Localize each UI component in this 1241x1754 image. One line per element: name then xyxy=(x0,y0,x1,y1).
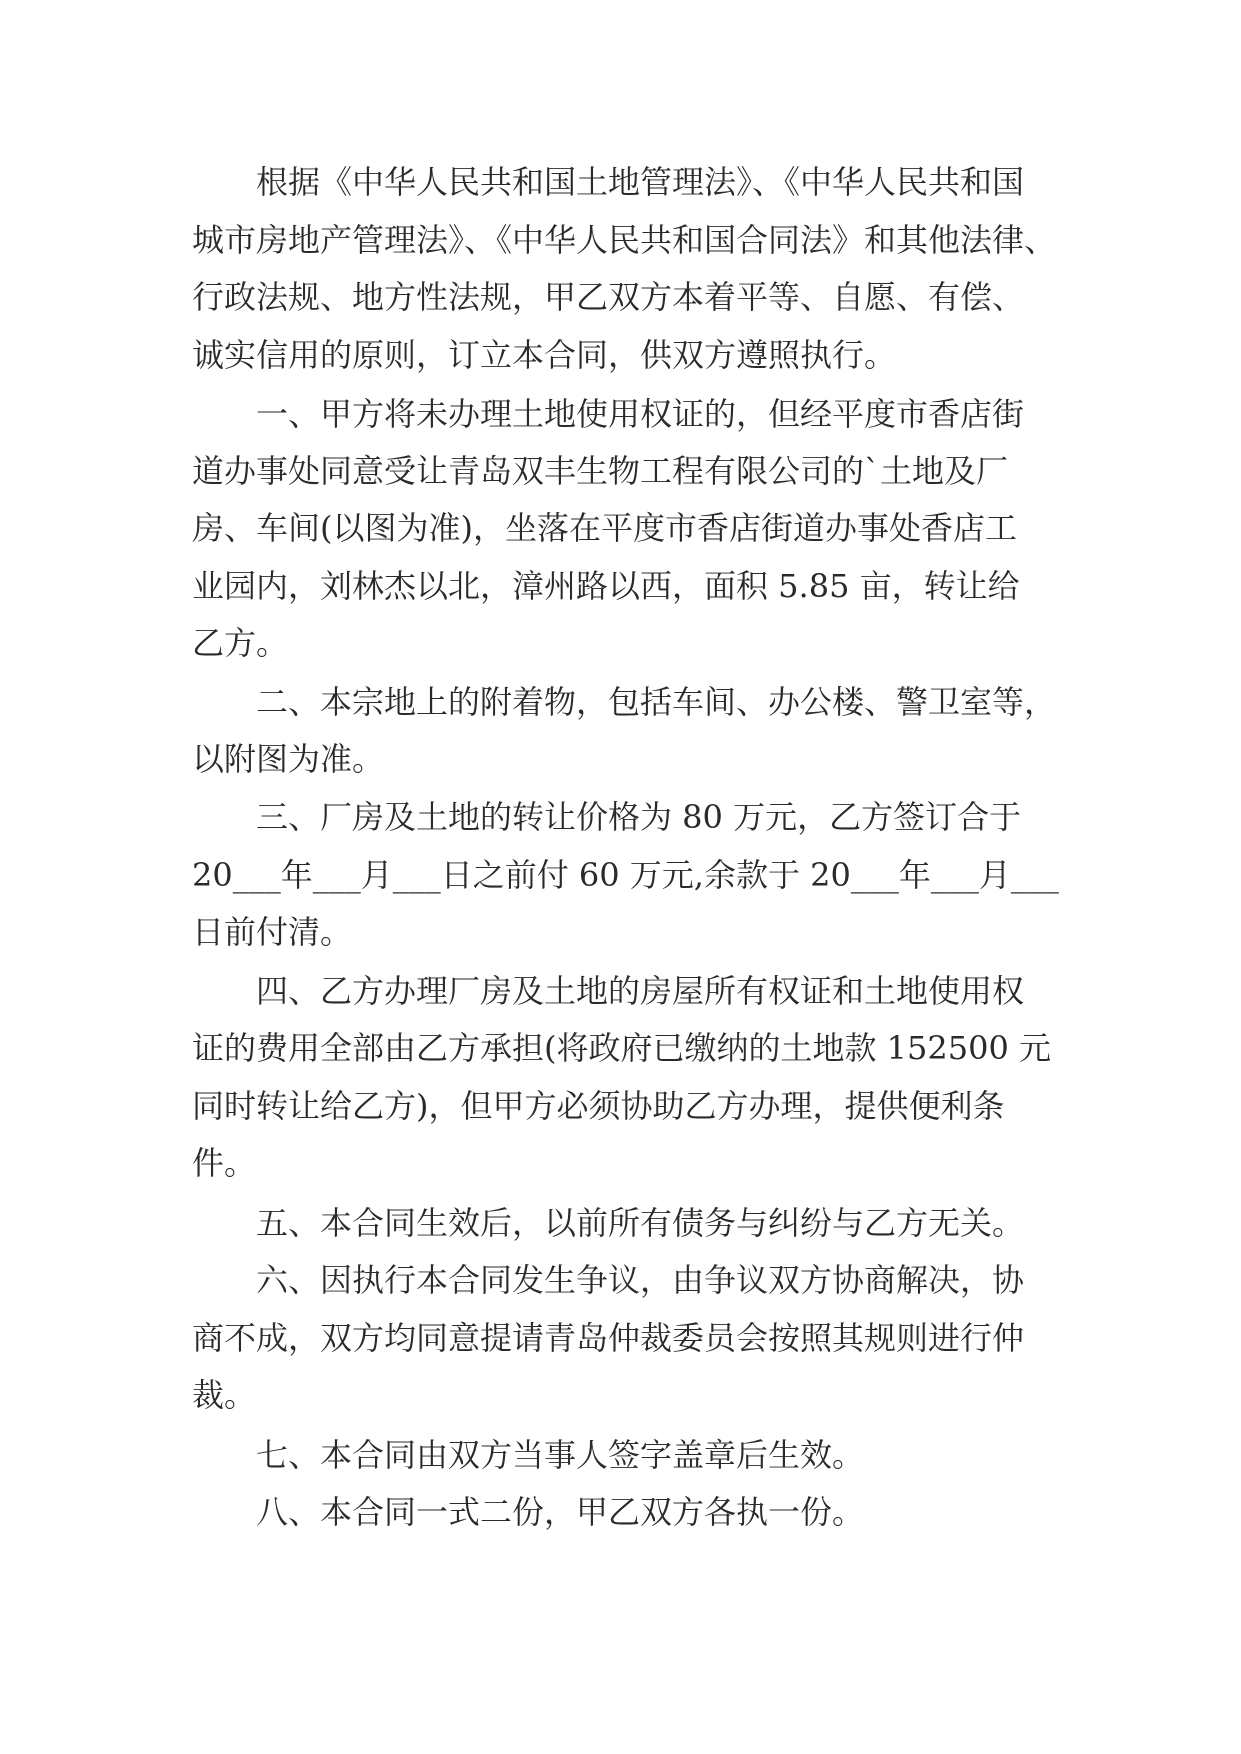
paragraph-line: 城市房地产管理法》、《中华人民共和国合同法》和其他法律、 xyxy=(192,221,1057,259)
clause-1-line: 业园内，刘林杰以北，漳州路以西，面积 5.85 亩，转让给 xyxy=(192,567,1020,605)
paragraph-line: 诚实信用的原则，订立本合同，供双方遵照执行。 xyxy=(192,336,897,374)
clause-7-line: 七、本合同由双方当事人签字盖章后生效。 xyxy=(256,1436,865,1474)
clause-6-line: 裁。 xyxy=(192,1376,257,1414)
clause-8-line: 八、本合同一式二份，甲乙双方各执一份。 xyxy=(256,1493,865,1531)
clause-2-line: 二、本宗地上的附着物，包括车间、办公楼、警卫室等， xyxy=(256,683,1057,721)
clause-1-line: 房、车间(以图为准)，坐落在平度市香店街道办事处香店工 xyxy=(192,509,1017,547)
clause-6-line: 六、因执行本合同发生争议，由争议双方协商解决，协 xyxy=(256,1261,1025,1299)
clause-5-line: 五、本合同生效后，以前所有债务与纠纷与乙方无关。 xyxy=(256,1204,1025,1242)
clause-4-line: 同时转让给乙方)，但甲方必须协助乙方办理，提供便利条 xyxy=(192,1087,1005,1125)
clause-4-line: 件。 xyxy=(192,1144,257,1182)
clause-3-line: 日前付清。 xyxy=(192,913,353,951)
clause-1-line: 乙方。 xyxy=(192,624,289,662)
clause-6-line: 商不成，双方均同意提请青岛仲裁委员会按照其规则进行仲 xyxy=(192,1319,1025,1357)
clause-4-line: 证的费用全部由乙方承担(将政府已缴纳的土地款 152500 元 xyxy=(192,1029,1051,1067)
paragraph-line: 行政法规、地方性法规，甲乙双方本着平等、自愿、有偿、 xyxy=(192,278,1025,316)
clause-1-line: 一、甲方将未办理土地使用权证的，但经平度市香店街 xyxy=(256,395,1025,433)
paragraph-line: 根据《中华人民共和国土地管理法》、《中华人民共和国 xyxy=(256,163,1025,201)
clause-1-line: 道办事处同意受让青岛双丰生物工程有限公司的`土地及厂 xyxy=(192,452,1009,490)
clause-3-line: 20___年___月___日之前付 60 万元,余款于 20___年___月___ xyxy=(192,856,1059,894)
clause-2-line: 以附图为准。 xyxy=(192,740,385,778)
clause-3-line: 三、厂房及土地的转让价格为 80 万元，乙方签订合于 xyxy=(256,798,1022,836)
clause-4-line: 四、乙方办理厂房及土地的房屋所有权证和土地使用权 xyxy=(256,972,1025,1010)
